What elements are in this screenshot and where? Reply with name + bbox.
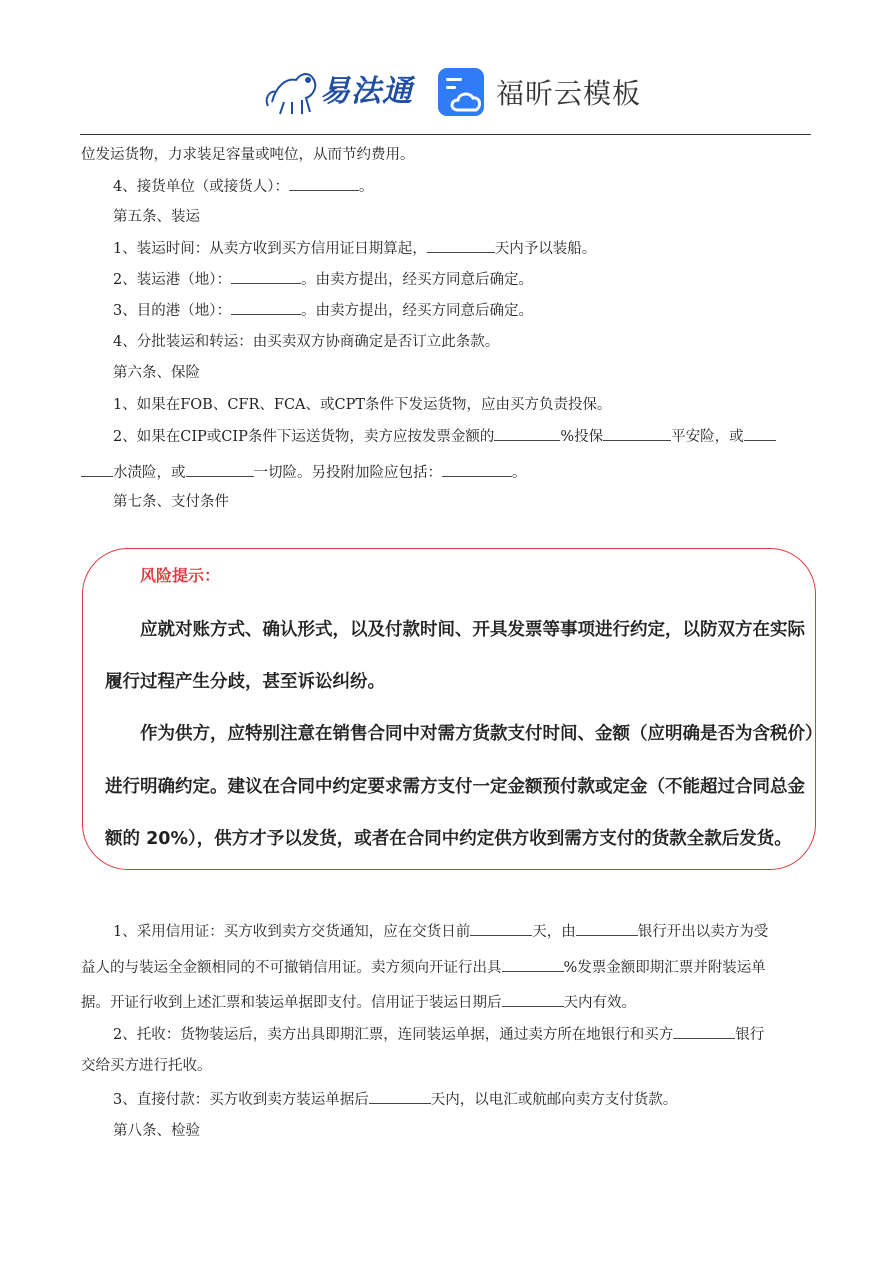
fill-blank[interactable] <box>744 426 776 441</box>
paragraph-line: 水渍险，或 一切险。另投附加险应包括： 。 <box>81 462 527 483</box>
brand-name-left: 易法通 <box>320 74 413 109</box>
paragraph-line: 据。开证行收到上述汇票和装运单据即支付。信用证于装运日期后 天内有效。 <box>81 992 636 1013</box>
paragraph-line: 3、目的港（地）： 。由卖方提出，经买方同意后确定。 <box>113 300 533 321</box>
page-header <box>0 0 893 136</box>
paragraph-line: 2、装运港（地）： 。由卖方提出，经买方同意后确定。 <box>113 269 533 290</box>
paragraph-line: 1、如果在FOB、CFR、FCA、或CPT条件下发运货物，应由买方负责投保。 <box>113 397 612 413</box>
fill-blank[interactable] <box>369 1089 431 1104</box>
article-heading: 第七条、支付条件 <box>113 494 229 510</box>
paragraph-line: 位发运货物，力求装足容量或吨位，从而节约费用。 <box>81 147 415 163</box>
risk-text-line: 额的 20%），供方才予以发货，或者在合同中约定供方收到需方支付的货款全款后发货。 <box>105 829 792 849</box>
article-heading: 第八条、检验 <box>113 1123 200 1139</box>
fill-blank[interactable] <box>470 921 532 936</box>
risk-notice-title: 风险提示： <box>140 566 221 585</box>
fill-blank[interactable] <box>673 1024 735 1039</box>
fill-blank[interactable] <box>289 176 359 191</box>
fill-blank[interactable] <box>502 957 564 972</box>
risk-text-line: 履行过程产生分歧，甚至诉讼纠纷。 <box>105 672 385 692</box>
risk-notice-box <box>82 548 823 870</box>
paragraph-line: 4、接货单位（或接货人）： 。 <box>113 176 373 197</box>
fill-blank[interactable] <box>494 426 560 441</box>
paragraph-line: 1、采用信用证：买方收到卖方交货通知，应在交货日前 天，由 银行开出以卖方为受 <box>113 921 768 942</box>
fill-blank[interactable] <box>603 426 671 441</box>
risk-text-line: 进行明确约定。建议在合同中约定要求需方支付一定金额预付款或定金（不能超过合同总金 <box>105 777 805 797</box>
fill-blank[interactable] <box>502 992 564 1007</box>
risk-text-line: 作为供方，应特别注意在销售合同中对需方货款支付时间、金额（应明确是否为含税价） <box>140 724 823 744</box>
risk-text-line: 应就对账方式、确认形式，以及付款时间、开具发票等事项进行约定，以防双方在实际 <box>140 620 805 640</box>
fill-blank[interactable] <box>442 462 512 477</box>
brand-name-right: 福昕云模板 <box>496 77 642 110</box>
paragraph-line: 交给买方进行托收。 <box>81 1058 212 1074</box>
paragraph-line: 4、分批装运和转运：由买卖双方协商确定是否订立此条款。 <box>113 334 500 350</box>
fill-blank[interactable] <box>576 921 638 936</box>
fill-blank[interactable] <box>231 300 301 315</box>
fill-blank[interactable] <box>427 238 495 253</box>
article-heading: 第六条、保险 <box>113 365 200 381</box>
header-divider <box>80 134 811 135</box>
fill-blank[interactable] <box>81 462 113 477</box>
paragraph-line: 1、装运时间：从卖方收到买方信用证日期算起， 天内予以装船。 <box>113 238 596 259</box>
article-heading: 第五条、装运 <box>113 209 200 225</box>
paragraph-line: 2、托收：货物装运后，卖方出具即期汇票，连同装运单据，通过卖方所在地银行和买方 银行 <box>113 1024 764 1045</box>
fill-blank[interactable] <box>186 462 254 477</box>
paragraph-line: 2、如果在CIP或CIP条件下运送货物，卖方应按发票金额的 %投保 平安险，或 <box>113 426 776 447</box>
paragraph-line: 益人的与装运全金额相同的不可撤销信用证。卖方须向开证行出具 %发票金额即期汇票并附装运单 <box>81 957 766 978</box>
cloud-document-icon <box>436 66 486 118</box>
fill-blank[interactable] <box>231 269 301 284</box>
paragraph-line: 3、直接付款：买方收到卖方装运单据后 天内，以电汇或航邮向卖方支付货款。 <box>113 1089 677 1110</box>
